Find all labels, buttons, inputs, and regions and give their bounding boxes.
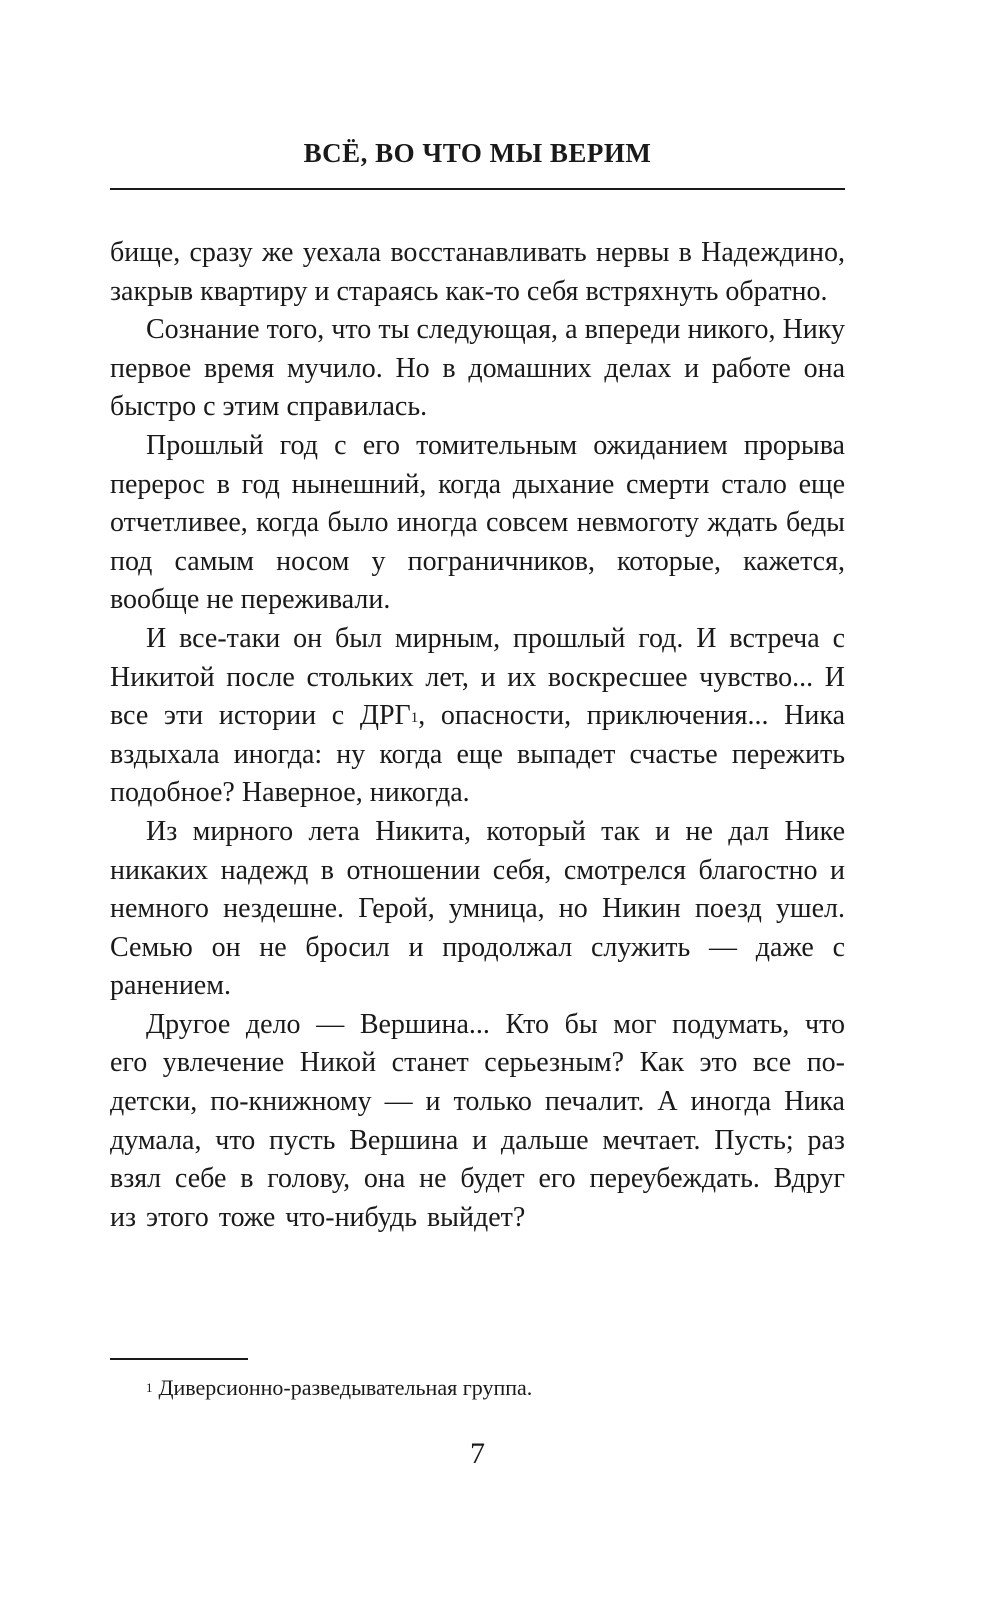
- footnote: [146, 1373, 532, 1403]
- footnote-marker: 1: [146, 1380, 153, 1395]
- body-text: [110, 234, 845, 1237]
- footnote-reference: 1: [410, 710, 419, 727]
- footnote-rule: [110, 1358, 248, 1360]
- page-number: 7: [470, 1437, 485, 1470]
- paragraph: Из мирного лета Никита, который так и не дал Нике никаких надежд в отношении себя, смотрелся благостно и немного нездешне. Герой, умница, но Никин поезд ушел. Семью он не бросил и продолжал служить — даже с ранением.: [110, 815, 845, 1002]
- paragraph-with-footnote-ref: [110, 620, 845, 813]
- paragraph-text: И все-таки он был мирным, прошлый год. И встреча с Никитой после стольких лет, и их воскресшее чувство... И все эти истории с ДРГ: [110, 622, 845, 732]
- footnote-text: Диверсионно-разведывательная группа.: [158, 1375, 533, 1400]
- paragraph: Прошлый год с его томительным ожиданием прорыва перерос в год нынешний, когда дыхание смерти стало еще отчетливее, когда было иногда совсем невмоготу ждать беды под самым носом у пограничников, которые, кажется, вообще не переживали.: [110, 429, 845, 616]
- paragraph: бище, сразу же уехала восстанавливать нервы в Надеждино, закрыв квартиру и стараясь как-то себя встряхнуть обратно.: [110, 237, 845, 307]
- paragraph: Сознание того, что ты следующая, а впереди никого, Нику первое время мучило. Но в домашних делах и работе она быстро с этим справилась.: [110, 314, 845, 423]
- paragraph-text: , опасности, приключения... Ника вздыхала иногда: ну когда еще выпадет счастье пережить подобное? Наверное, никогда.: [110, 700, 845, 809]
- header-rule: [110, 188, 845, 190]
- paragraph: Другое дело — Вершина... Кто бы мог подумать, что его увлечение Никой станет серьезным? Как это все по-детски, по-книжному — и только печалит. А иногда Ника думала, что пусть Вершина и дальше мечтает. Пусть; раз взял себе в голову, она не будет его переубеждать. Вдруг из этого тоже что-нибудь выйдет?: [110, 1008, 845, 1233]
- running-title: ВСЁ, ВО ЧТО МЫ ВЕРИМ: [303, 138, 652, 168]
